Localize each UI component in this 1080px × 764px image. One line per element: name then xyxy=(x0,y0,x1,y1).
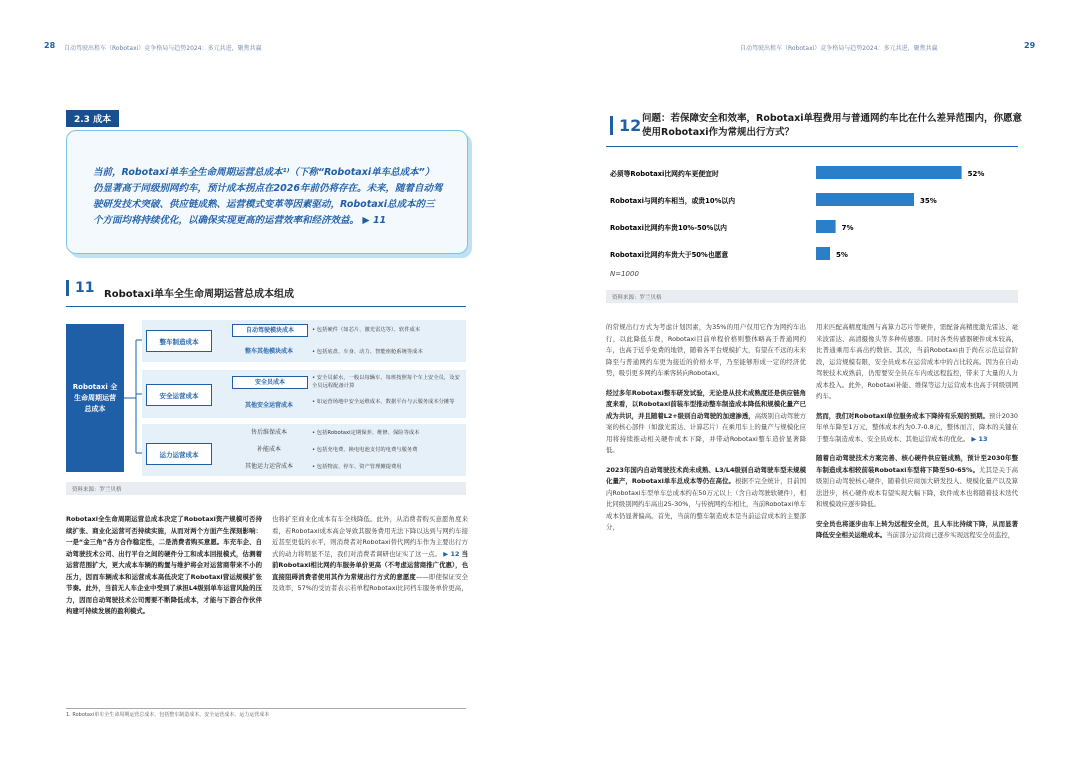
left-body-col-2 xyxy=(272,514,468,704)
right-page-number: 29 xyxy=(1024,41,1036,50)
category-manufacturing xyxy=(146,330,212,352)
category-capacity xyxy=(146,443,212,465)
bar-value-label: 7% xyxy=(841,224,854,232)
sub-desc: • 包括底盘、车身、动力、智能座舱系统等成本 xyxy=(312,349,423,355)
footnote-rule xyxy=(66,708,466,709)
sub-maintenance: 售后维保成本 xyxy=(250,429,287,436)
bar-category-label: Robotaxi比网约车贵大于50%也愿意 xyxy=(610,251,729,259)
bar-chart xyxy=(606,158,1020,268)
figure-12-source: 资料来源：罗兰贝格 xyxy=(606,290,1018,303)
bar-value-label: 35% xyxy=(920,197,937,205)
left-body-col-1 xyxy=(66,514,262,704)
right-col2a: 用来匹配高精度地图与高算力芯片等硬件，需配备高精度激光雷达、毫米波雷达、高清摄像头等多种传感器。同时各类传感器硬件成本较高，比普通乘用车高出约数倍。其次，当前Robotaxi由于尚在示范运营阶段，运营规模有限，安全员成本在运营成本中的占比较高。因为在自动驾驶技术成熟前，仍需要安全员在车内或远程监控，带来了大量的人力成本投入。此外，Robotaxi补能、维保等运力运营成本也高于同级别网约车。 xyxy=(816,323,1018,400)
right-col1c-bold: 2023年国内自动驾驶技术尚未成熟、L3/L4级别自动驾驶车型未规模化量产，Robotaxi单车总成本等仍在高位。 xyxy=(606,465,806,485)
sub-energy: 补能成本 xyxy=(256,446,281,453)
sub-other-modules: 整车其他模块成本 xyxy=(244,348,293,355)
right-body-col-1 xyxy=(606,322,806,712)
bar-value-label: 5% xyxy=(836,251,848,259)
figure-11-number: 11 xyxy=(66,280,94,296)
left-col2-text: 也将扩至商业化成本有车全线降低。此外，从消费者购买意愿角度来看，若Robotaxi成本高企导致其服务费用无法下降以达到与网约车接近甚至更低的水平，则消费者对Robotaxi替代网约车作为主要出行方式的动力将明显不足，我们对消费者调研也证实了这一点。 xyxy=(272,515,468,558)
bar xyxy=(816,220,836,233)
figure-12-number: 12 xyxy=(610,116,641,135)
sub-desc: • 安全员薪水，一般以每辆车、每班按照每个车上安全员，及安全员远程配备计算 xyxy=(312,375,460,389)
sub-desc: • 包括充电费、换电电池支付的电费与服务费 xyxy=(312,447,418,453)
right-col2d-bold: 安全员也将逐步由车上转为远程安全员，且人车比持续下降，从而显著降低安全相关运维成本。 xyxy=(816,519,1018,539)
bar-category-label: 必须等Robotaxi比网约车更便宜时 xyxy=(610,170,719,178)
right-col2c-bold: 随着自动驾驶技术方案完善、核心硬件供应链成熟，预计至2030年整车制造成本相较前装Robotaxi车型将下降至50-65%。 xyxy=(816,454,1018,474)
left-col2-bold: 当前Robotaxi相比网约车服务单价更高（不考虑运营商推广优惠），也直接阻碍消费者使用其作为常规出行方式的意愿度 xyxy=(272,549,468,581)
right-col1a: 的常规出行方式为考虑计划因素，为35%的用户仅用它作为网约车出行，以此降低车费，Robotaxi目前单程价格则整体略高于普通网约车，也高于近乎免费的地铁，随着各平台规模扩大，有望在不远的未来降至与普通网约车更为接近的价格水平，乃至能够形成一定的经济优势，吸引更多网约车乘客转向Robotaxi。 xyxy=(606,323,806,377)
category-label: 运力运营成本 xyxy=(159,450,199,459)
bar-chart-svg xyxy=(606,158,1020,268)
sub-autonomous-module: 自动驾驶模块成本 xyxy=(232,324,308,337)
bar xyxy=(816,247,830,260)
right-col1b: 高级别自动驾驶方案的核心部件（如激光雷达、计算芯片）在乘用车上的量产与规模化应用将持续推动相关硬件成本下降，并带动Robotaxi整车造价显著降低。 xyxy=(606,411,806,454)
right-body-col-2 xyxy=(816,322,1018,712)
sample-size: N=1000 xyxy=(610,270,639,278)
section-tag: 2.3 成本 xyxy=(66,110,119,127)
right-col2d: 当前部分运营商已逐步实现远程安全员监控， xyxy=(886,531,1015,539)
lead-box xyxy=(66,130,468,254)
bar-category-label: Robotaxi与网约车相当，或贵10%以内 xyxy=(610,197,736,205)
figure-divider xyxy=(66,306,466,307)
figure-11-title: Robotaxi单车全生命周期运营总成本组成 xyxy=(104,289,295,300)
right-col2b-bold: 然而，我们对Robotaxi单位服务成本下降持有乐观的预期。 xyxy=(816,411,989,420)
right-col2b-link-fig13[interactable]: ▶ 13 xyxy=(971,434,988,443)
cost-tree-diagram xyxy=(66,318,466,478)
sub-safety-officer: 安全员成本 xyxy=(232,376,308,389)
right-col2b: 预计2030年单车降至1万元，整体成本约为0.7-0.8元，整体而言，降本的关键在于整车制造成本、安全员成本、其他运营成本的优化。 xyxy=(816,411,1018,443)
sub-desc: • 如运营场地中安全运维成本、数据平台与云服务成本分摊等 xyxy=(312,399,455,405)
lead-paragraph xyxy=(93,165,443,229)
footnote: 1. Robotaxi单车全生命周期运营总成本，包括整车制造成本、安全运营成本、运力运营成本 xyxy=(66,712,270,718)
sub-other-capacity: 其他运力运营成本 xyxy=(244,463,293,470)
category-label: 整车制造成本 xyxy=(159,337,199,346)
sub-desc: • 包括硬件（如芯片、激光雷达等）、软件成本 xyxy=(312,327,421,333)
right-col1c: 根据不完全统计，目前国内Robotaxi车型单车总成本约在50万元以上（含自动驾驶软硬件），相比同级别网约车高出25-30%，与传统网约车相比，当前Robotaxi单车成本仍显著偏高。首先，当前的整车制造成本是当前运营成本的主要部分， xyxy=(606,477,806,531)
right-col1b-bold: 经过多年Robotaxi整车研发试验，无论是从技术成熟度还是供应链角度来看，以Robotaxi前装车型推动整车制造成本降低和规模化量产已成为共识，并且随着L2+级别自动驾驶的加速渗透， xyxy=(606,388,806,420)
lead-text: 当前，Robotaxi单车全生命周期运营总成本¹⁾（下称“Robotaxi单车总成本”）仍显著高于同级别网约车，预计成本拐点在2026年前仍将存在。未来，随着自动驾驶研发技术突破、供应链成熟、运营模式变革等因素驱动，Robotaxi总成本的三个方面均将持续优化，以确保实现更高的运营效率和经济效益。 xyxy=(93,167,443,226)
bar xyxy=(816,166,962,179)
lead-link-fig11[interactable]: ▶ 11 xyxy=(362,215,387,226)
bar xyxy=(816,193,914,206)
figure-12-divider xyxy=(606,146,1018,147)
category-safety xyxy=(146,384,212,406)
left-page-number: 28 xyxy=(44,41,56,50)
sub-desc: • 包括物流、停车、资产管理摊提费用 xyxy=(312,464,402,470)
left-col1-text: Robotaxi全生命周期运营总成本决定了Robotaxi资产规模可否持续扩张、商业化运营可否持续实施，从而对两个方面产生深刻影响：一是“金三角”各方合作稳定性，二是消费者购买意愿。车充车企、自动驾驶技术公司、出行平台之间的硬件分工和成本回报模式，估测着运营范围扩大，更大成本车辆的购置与维护将会对运营商带来不小的压力，因而车辆成本和运营成本高低决定了Robotaxi营运规模扩张节奏。此外，当前无人车企业中受到了承担L4级别单车运营风险的压力，因而自动驾驶技术公司需要不断降低成本，才能与下游合作伙伴构建可持续发展的盈利模式。 xyxy=(66,515,262,615)
sub-other-safety: 其他安全运营成本 xyxy=(244,402,293,409)
sub-desc: • 包括Robotaxi定期保养、维修、保险等成本 xyxy=(312,430,420,436)
tree-root xyxy=(66,324,124,472)
bar-value-label: 52% xyxy=(967,170,985,178)
right-running-title: 自动驾驶出租车（Robotaxi）竞争格局与趋势2024：多元共进，聚焦共赢 xyxy=(740,45,938,52)
figure-11-source: 资料来源：罗兰贝格 xyxy=(66,482,466,495)
left-col2-link-fig12[interactable]: ▶ 12 xyxy=(443,549,460,558)
figure-12-title: 问题：若保障安全和效率，Robotaxi单程费用与普通网约车比在什么差异范围内，你愿意使用Robotaxi作为常规出行方式？ xyxy=(642,113,1023,138)
bar-category-label: Robotaxi比网约车贵10%-50%以内 xyxy=(610,224,727,232)
left-col2-tail: ——即使保证安全及效率，57%的受访者表示若单程Robotaxi比同档车服务单价更高， xyxy=(272,572,468,592)
tree-root-label: Robotaxi 全生命周期运营总成本 xyxy=(72,382,118,413)
right-col2c: 尤其是关于高级别自动驾驶核心硬件，随着供应商加大研发投入、规模化量产以及算法进步，核心硬件成本有望实现大幅下降，软件成本也将随着技术迭代和规模效应逐步降低。 xyxy=(816,465,1018,508)
left-running-title: 自动驾驶出租车（Robotaxi）竞争格局与趋势2024：多元共进，聚焦共赢 xyxy=(64,45,262,52)
category-label: 安全运营成本 xyxy=(159,391,199,400)
